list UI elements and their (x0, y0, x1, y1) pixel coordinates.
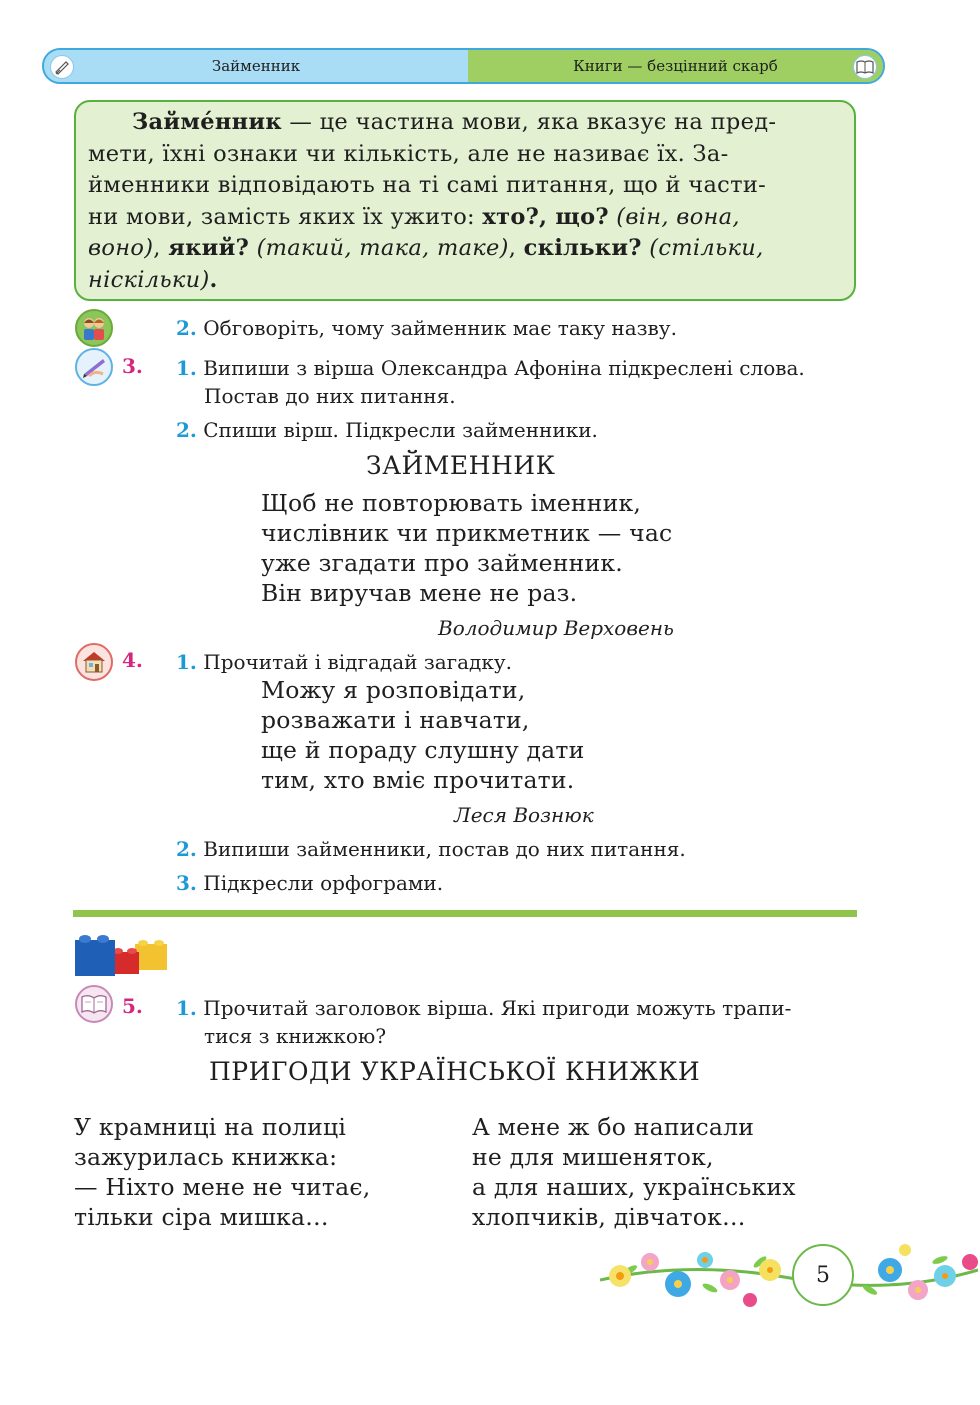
task3-item2: 2. Спиши вірш. Підкресли займенники. (176, 418, 598, 442)
home-icon (75, 643, 113, 681)
poem-line: уже згадати про займенник. (261, 549, 623, 577)
riddle-author: Леся Вознюк (454, 803, 594, 827)
poem2-line: У крамниці на полиці (74, 1113, 347, 1141)
task4-item2: 2. Випиши займенники, постав до них питання. (176, 837, 686, 861)
task3-number: 3. (122, 354, 143, 378)
book-icon (853, 55, 877, 79)
header-right-title: Книги — безцінний скарб (573, 57, 778, 75)
task3-item1: 1. Випиши з вірша Олександра Афоніна підкреслені слова. (176, 356, 805, 380)
header-section-right (468, 50, 883, 82)
poem2-title: ПРИГОДИ УКРАЇНСЬКОЇ КНИЖКИ (209, 1057, 701, 1086)
task4-item1: 1. Прочитай і відгадай загадку. (176, 650, 512, 674)
poem-line: числівник чи прикметник — час (261, 519, 673, 547)
riddle-line: Можу я розповідати, (261, 676, 526, 704)
poem-title: ЗАЙМЕННИК (366, 451, 556, 480)
task2-line: 2. Обговоріть, чому займенник має таку назву. (176, 316, 677, 340)
group-work-icon (75, 309, 113, 347)
task4-number: 4. (122, 648, 143, 672)
poem2-line: не для мишеняток, (472, 1143, 714, 1171)
poem2-line: тільки сіра мишка… (74, 1203, 329, 1231)
riddle-line: тим, хто вміє прочитати. (261, 766, 575, 794)
riddle-block (261, 675, 584, 795)
poem2-line: хлопчиків, дівчаток… (472, 1203, 746, 1231)
header-section-left (44, 50, 468, 82)
poem2-left-column (74, 1112, 370, 1232)
task5-item1: 1. Прочитай заголовок вірша. Які пригоди можуть трапи- (176, 996, 792, 1020)
definition-box (74, 100, 856, 301)
poem-block (261, 488, 672, 608)
task4-item3: 3. Підкресли орфограми. (176, 871, 444, 895)
definition-text: Займе́нник — це частина мови, яка вказує на пред- мети, їхні ознаки чи кількість, але не називає їх. За- йменники відповідають на ті самі питання, що й части- ни мови, замість яких їх ужито: хто?, що? (він, вона, воно), який? (такий, така, таке), скільки? (стільки, ніскільки). (88, 109, 777, 293)
riddle-line: розважати і навчати, (261, 706, 530, 734)
poem2-line: а для наших, українських (472, 1173, 796, 1201)
page-header (42, 48, 885, 84)
poem2-right-column (472, 1112, 796, 1232)
poem-author: Володимир Верховень (438, 616, 674, 640)
header-left-title: Займенник (211, 57, 301, 75)
page-number: 5 (792, 1244, 854, 1306)
section-divider (73, 910, 857, 917)
flower-garland-decoration (600, 1240, 978, 1314)
lego-blocks-icon (73, 930, 171, 982)
task3-item1-cont: Постав до них питання. (204, 384, 456, 408)
task5-number: 5. (122, 994, 143, 1018)
poem-line: Він виручав мене не раз. (261, 579, 578, 607)
writing-icon (75, 348, 113, 386)
riddle-line: ще й пораду слушну дати (261, 736, 585, 764)
poem2-line: А мене ж бо написали (472, 1113, 755, 1141)
poem-line: Щоб не повторювать іменник, (261, 489, 642, 517)
pen-icon (50, 55, 74, 79)
definition-term: Займе́нник (132, 109, 282, 135)
open-book-icon (75, 985, 113, 1023)
poem2-line: — Ніхто мене не читає, (74, 1173, 371, 1201)
task5-item1-cont: тися з книжкою? (204, 1024, 387, 1048)
poem2-line: зажурилась книжка: (74, 1143, 338, 1171)
